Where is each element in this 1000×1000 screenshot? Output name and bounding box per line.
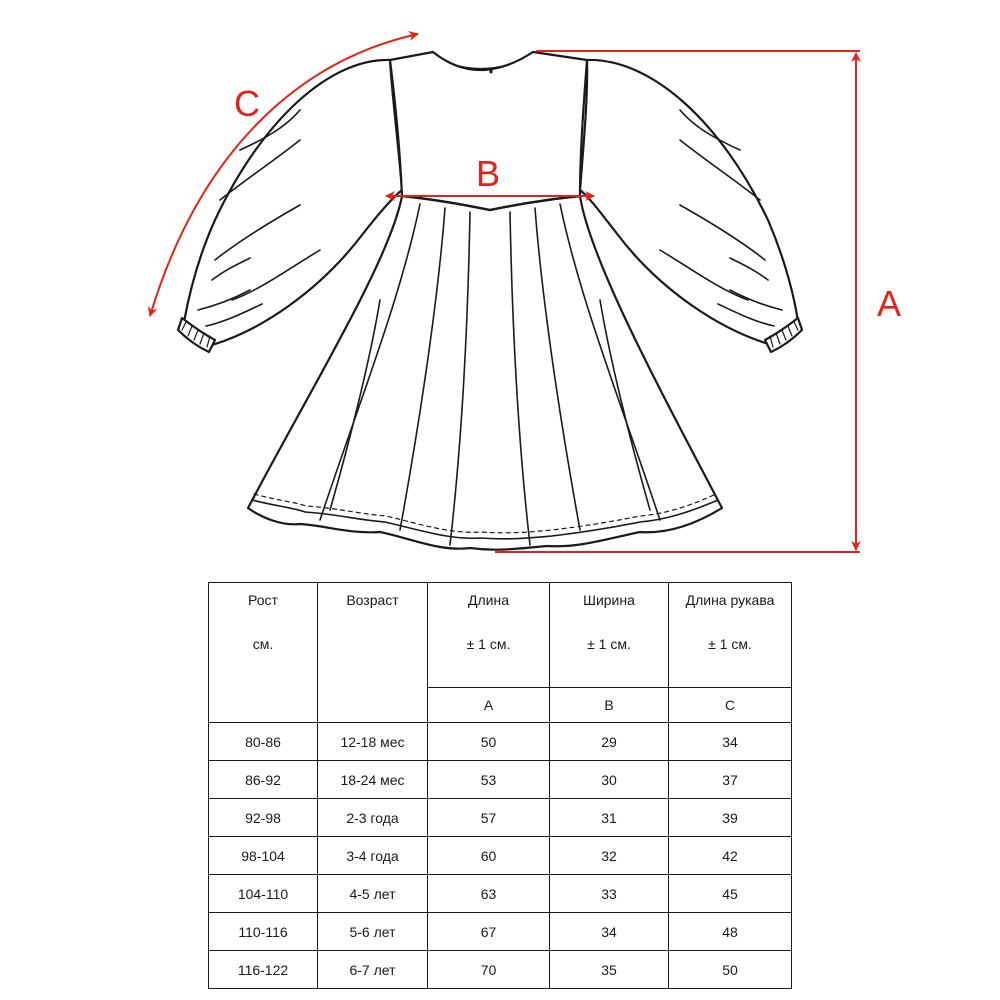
cell-length: 53 <box>428 761 550 799</box>
header-letter-b: B <box>550 688 669 723</box>
cell-length: 67 <box>428 913 550 951</box>
size-table <box>208 582 792 989</box>
cell-sleeve-length: 48 <box>669 913 792 951</box>
cell-length: 70 <box>428 951 550 989</box>
cell-sleeve-length: 37 <box>669 761 792 799</box>
cell-sleeve-length: 50 <box>669 951 792 989</box>
cell-length: 60 <box>428 837 550 875</box>
table-row <box>209 913 792 951</box>
header-width-tolerance: ± 1 см. <box>587 636 631 652</box>
cell-length: 63 <box>428 875 550 913</box>
cell-sleeve-length: 34 <box>669 723 792 761</box>
cell-age: 12-18 мес <box>318 723 428 761</box>
cell-width: 31 <box>550 799 669 837</box>
cell-width: 32 <box>550 837 669 875</box>
cell-height: 98-104 <box>209 837 318 875</box>
table-row <box>209 875 792 913</box>
header-length-tolerance: ± 1 см. <box>466 636 511 652</box>
cell-length: 50 <box>428 723 550 761</box>
header-length <box>428 583 550 688</box>
header-width <box>550 583 669 688</box>
cell-age: 2-3 года <box>318 799 428 837</box>
dimension-label-a: A <box>877 283 902 324</box>
header-length-title: Длина <box>468 592 509 608</box>
cell-height: 104-110 <box>209 875 318 913</box>
cell-age: 4-5 лет <box>318 875 428 913</box>
cell-height: 86-92 <box>209 761 318 799</box>
table-row <box>209 761 792 799</box>
table-row <box>209 837 792 875</box>
header-height <box>209 583 318 723</box>
cell-age: 3-4 года <box>318 837 428 875</box>
cell-height: 92-98 <box>209 799 318 837</box>
dimension-label-b: B <box>476 153 501 194</box>
header-height-unit: см. <box>252 636 274 652</box>
table-row <box>209 799 792 837</box>
cell-height: 110-116 <box>209 913 318 951</box>
cell-sleeve-length: 45 <box>669 875 792 913</box>
table-body <box>209 723 792 989</box>
header-letter-c: C <box>669 688 792 723</box>
table-row <box>209 723 792 761</box>
cell-age: 5-6 лет <box>318 913 428 951</box>
cell-age: 6-7 лет <box>318 951 428 989</box>
table-header-row <box>209 583 792 688</box>
cell-width: 33 <box>550 875 669 913</box>
header-sleeve-length-title: Длина рукава <box>685 592 775 608</box>
cell-height: 80-86 <box>209 723 318 761</box>
header-sleeve-length-tolerance: ± 1 см. <box>708 636 752 652</box>
cell-width: 30 <box>550 761 669 799</box>
cell-width: 29 <box>550 723 669 761</box>
cell-age: 18-24 мес <box>318 761 428 799</box>
dress-illustration <box>178 52 802 550</box>
cell-height: 116-122 <box>209 951 318 989</box>
header-width-title: Ширина <box>583 592 635 608</box>
cell-sleeve-length: 39 <box>669 799 792 837</box>
table-row <box>209 951 792 989</box>
cell-length: 57 <box>428 799 550 837</box>
cell-width: 34 <box>550 913 669 951</box>
header-age-title: Возраст <box>346 592 399 608</box>
header-sleeve-length <box>669 583 792 688</box>
dimension-label-c: C <box>234 83 260 124</box>
header-letter-a: A <box>428 688 550 723</box>
cell-sleeve-length: 42 <box>669 837 792 875</box>
cell-width: 35 <box>550 951 669 989</box>
header-height-title: Рост <box>248 592 278 608</box>
header-age <box>318 583 428 723</box>
